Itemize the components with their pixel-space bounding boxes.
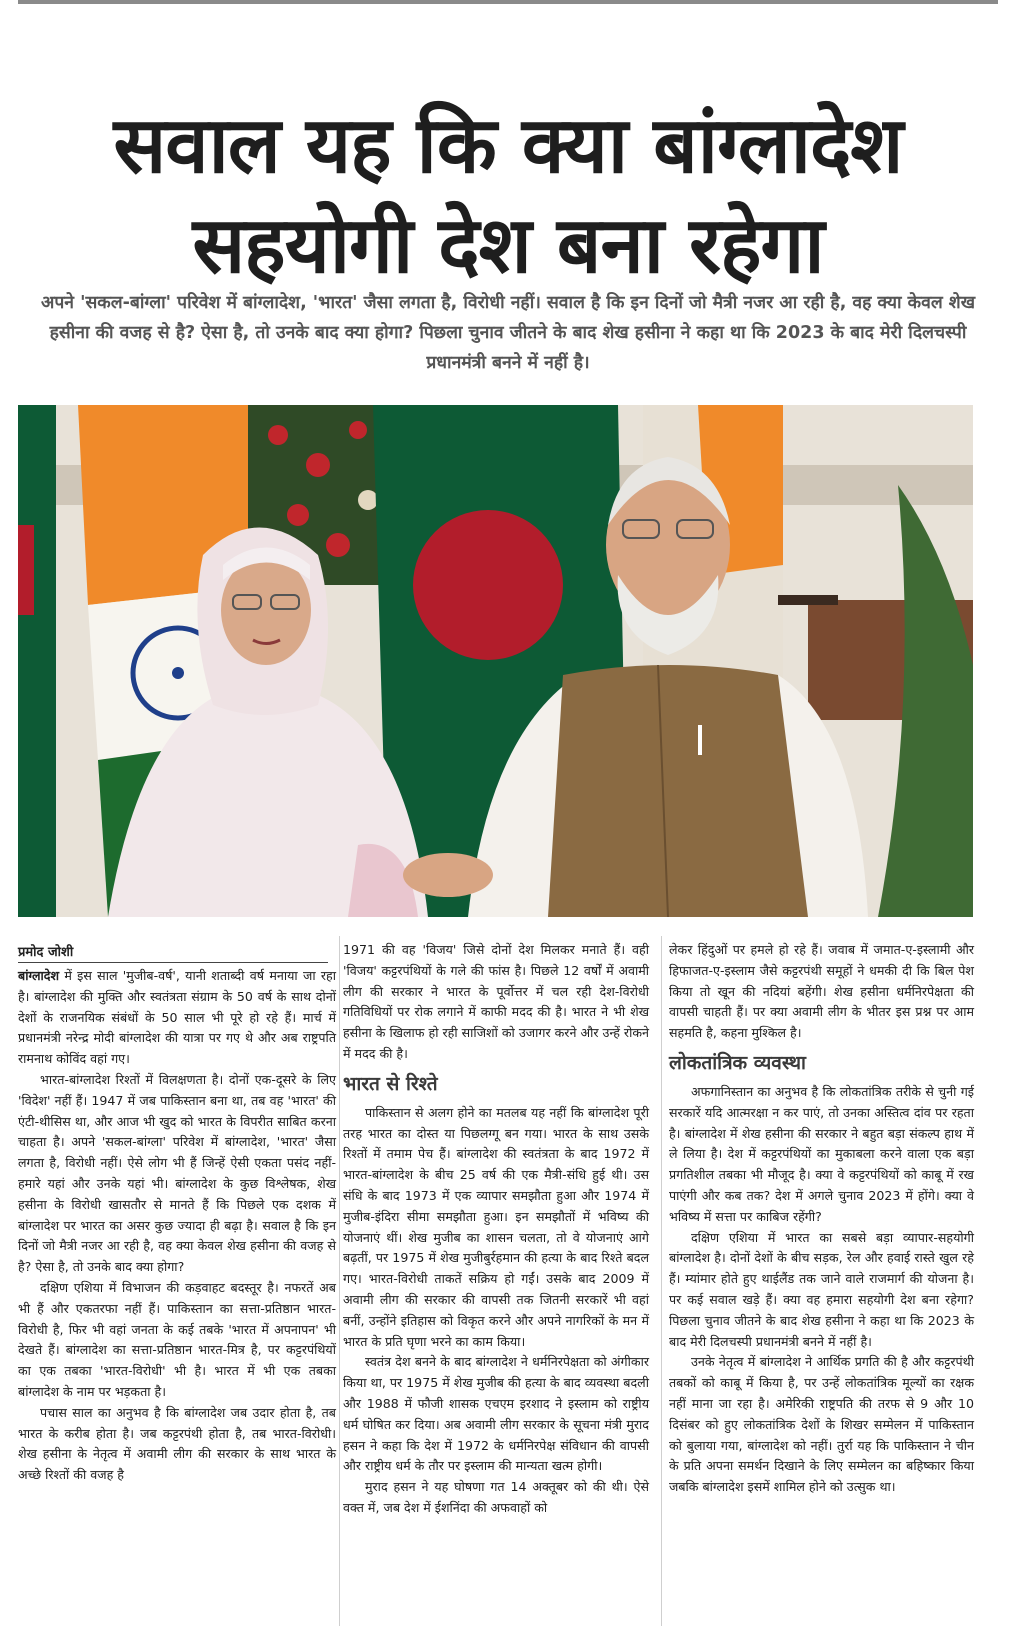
article-column-2 xyxy=(343,940,649,1519)
deck-summary: अपने 'सकल-बांग्ला' परिवेश में बांग्लादेश, 'भारत' जैसा लगता है, विरोधी नहीं। सवाल है कि इन दिनों जो मैत्री नजर आ रही है, वह क्या केवल शेख हसीना की वजह से है? ऐसा है, तो उनके बाद क्या होगा? पिछला चुनाव जीतने के बाद शेख हसीना ने कहा था कि 2023 के बाद मेरी दिलचस्पी प्रधानमंत्री बनने में नहीं है। xyxy=(40,293,976,373)
paragraph: दक्षिण एशिया में भारत का सबसे बड़ा व्यापार-सहयोगी बांग्लादेश है। दोनों देशों के बीच सड़क, रेल और हवाई रास्ते खुल रहे हैं। म्यांमार होते हुए थाईलैंड तक जाने वाले राजमार्ग की योजना है। पर कई सवाल खड़े हैं। क्या वह हमारा सहयोगी देश बना रहेगा? पिछला चुनाव जीतने के बाद शेख हसीना ने कहा था कि 2023 के बाद मेरी दिलचस्पी प्रधानमंत्री बनने में नहीं है। xyxy=(669,1229,974,1349)
news-photo xyxy=(18,405,973,917)
headline-line-1: सवाल यह कि क्या बांग्लादेश xyxy=(113,101,903,192)
paragraph: दक्षिण एशिया में विभाजन की कड़वाहट बदस्तूर है। नफरतें अब भी हैं और एकतरफा नहीं हैं। पाकिस्तान का सत्ता-प्रतिष्ठान भारत-विरोधी है, फिर भी वहां जनता के कई तबके 'भारत में अपनापन' भी देखते हैं। बांग्लादेश का सत्ता-प्रतिष्ठान भारत-मित्र है, पर कट्टरपंथियों का एक तबका 'भारत-विरोधी' भी है। भारत में भी एक तबका बांग्लादेश के नाम पर भड़कता है। xyxy=(18,1279,336,1399)
paragraph: भारत-बांग्लादेश रिश्तों में विलक्षणता है। दोनों एक-दूसरे के लिए 'विदेश' नहीं हैं। 1947 में जब पाकिस्तान बना था, तब वह 'भारत' की एंटी-थीसिस था, और आज भी खुद को भारत के विपरीत साबित करना चाहता है। अपने 'सकल-बांग्ला' परिवेश में बांग्लादेश, 'भारत' जैसा लगता है, विरोधी नहीं। ऐसे लोग भी हैं जिन्हें ऐसी एकता पसंद नहीं- हमारे यहां और उनके यहां भी। बांग्लादेश के कुछ विश्लेषक, शेख हसीना के विरोधी खासतौर से मानते हैं कि पिछले एक दशक में बांग्लादेश पर भारत का असर कुछ ज्यादा ही बढ़ा है। सवाल है कि इन दिनों जो मैत्री नजर आ रही है, वह क्या केवल शेख हसीना की वजह से है? ऐसा है, तो उनके बाद क्या होगा? xyxy=(18,1071,336,1275)
subheading: लोकतांत्रिक व्यवस्था xyxy=(669,1051,806,1074)
handshake xyxy=(403,853,493,897)
leaders-photo-illustration xyxy=(18,405,973,917)
paragraph: 1971 की वह 'विजय' जिसे दोनों देश मिलकर मनाते हैं। वही 'विजय' कट्टरपंथियों के गले की फांस है। पिछले 12 वर्षों में अवामी लीग की सरकार ने भारत के पूर्वोत्तर में चल रही देश-विरोधी गतिविधियों पर रोक लगाने में काफी मदद की है। भारत ने भी शेख हसीना के खिलाफ हो रही साजिशों को उजागर करने और उन्हें रोकने में मदद की है। xyxy=(343,942,649,1061)
top-rule xyxy=(18,0,998,4)
paragraph: पाकिस्तान से अलग होने का मतलब यह नहीं कि बांग्लादेश पूरी तरह भारत का दोस्त या पिछलग्गू बन गया। भारत के साथ उसके रिश्तों में तमाम पेच हैं। बांग्लादेश की स्वतंत्रता के बाद 1972 में भारत-बांग्लादेश के बीच 25 वर्ष की एक मैत्री-संधि हुई थी। उस संधि के बाद 1973 में एक व्यापार समझौता हुआ और 1974 में मुजीब-इंदिरा सीमा समझौता हुआ। इन समझौतों में भविष्य की योजनाएं थीं। शेख मुजीब का शासन चलता, तो वे योजनाएं आगे बढ़तीं, पर 1975 में शेख मुजीबुर्रहमान की हत्या के बाद रिश्ते बदल गए। भारत-विरोधी ताकतें सक्रिय हो गईं। उसके बाद 2009 में अवामी लीग की सरकार की वापसी तक जितनी सरकारें भी वहां बनीं, उन्होंने इतिहास को विकृत करने और अपने नागरिकों के मन में भारत के प्रति घृणा भरने का काम किया। xyxy=(343,1104,649,1349)
dateline: बांग्लादेश xyxy=(18,968,60,983)
paragraph: बांग्लादेश में इस साल 'मुजीब-वर्ष', यानी शताब्दी वर्ष मनाया जा रहा है। बांग्लादेश की मुक्ति और स्वतंत्रता संग्राम के 50 वर्ष के साथ दोनों देशों के राजनयिक संबंधों के 50 साल भी पूरे हो रहे हैं। मार्च में प्रधानमंत्री नरेन्द्र मोदी बांग्लादेश की यात्रा पर गए थे और अब राष्ट्रपति रामनाथ कोविंद वहां गए। xyxy=(18,968,336,1067)
byline: प्रमोद जोशी xyxy=(18,942,328,963)
column-divider xyxy=(661,936,662,1626)
paragraph: पचास साल का अनुभव है कि बांग्लादेश जब उदार होता है, तब भारत के करीब होता है। जब कट्टरपंथी होता है, तब भारत-विरोधी। शेख हसीना के नेतृत्व में अवामी लीग की सरकार के साथ भारत के अच्छे रिश्तों की वजह है xyxy=(18,1404,336,1483)
headline xyxy=(40,96,976,296)
bd-flag-left xyxy=(18,405,56,917)
paragraph: लेकर हिंदुओं पर हमले हो रहे हैं। जवाब में जमात-ए-इस्लामी और हिफाजत-ए-इस्लाम जैसे कट्टरपंथी समूहों ने धमकी दी कि बिल पेश किया तो खून की नदियां बहेंगी। शेख हसीना धर्मनिरपेक्षता की वापसी चाहती हैं। पर क्या अवामी लीग के भीतर इस प्रश्न पर आम सहमति है, कहना मुश्किल है। xyxy=(669,942,974,1041)
article-column-1 xyxy=(18,966,336,1486)
headline-line-2: सहयोगी देश बना रहेगा xyxy=(192,201,824,292)
paragraph: उनके नेतृत्व में बांग्लादेश ने आर्थिक प्रगति की है और कट्टरपंथी तबकों को काबू में किया है, पर उन्हें लोकतांत्रिक मूल्यों का रक्षक नहीं माना जा रहा है। अमेरिकी राष्ट्रपति की तरफ से 9 और 10 दिसंबर को हुए लोकतांत्रिक देशों के शिखर सम्मेलन में पाकिस्तान को बुलाया गया, बांग्लादेश को नहीं। तुर्रा यह कि पाकिस्तान ने चीन के प्रति अपना समर्थन दिखाने के लिए सम्मेलन का बहिष्कार किया जबकि बांग्लादेश इसमें शामिल होने को उत्सुक था। xyxy=(669,1354,974,1495)
paragraph: अफगानिस्तान का अनुभव है कि लोकतांत्रिक तरीके से चुनी गई सरकारें यदि आत्मरक्षा न कर पाएं, तो उनका अस्तित्व दांव पर रहता है। बांग्लादेश में शेख हसीना की सरकार ने बहुत बड़ा संकल्प हाथ में ले लिया है। देश में कट्टरपंथियों का मुकाबला करने वाला एक बड़ा प्रगतिशील तबका भी मौजूद है। क्या वे कट्टरपंथियों को काबू में रख पाएंगी और कब तक? देश में अगले चुनाव 2023 में होंगे। क्या वे भविष्य में सत्ता पर काबिज रहेंगी? xyxy=(669,1083,974,1224)
article-column-3 xyxy=(669,940,974,1498)
subheading: भारत से रिश्ते xyxy=(343,1072,438,1095)
column-divider xyxy=(339,936,340,1626)
paragraph: मुराद हसन ने यह घोषणा गत 14 अक्तूबर को की थी। ऐसे वक्त में, जब देश में ईशनिंदा की अफवाहों को xyxy=(343,1479,649,1515)
paragraph: स्वतंत्र देश बनने के बाद बांग्लादेश ने धर्मनिरपेक्षता को अंगीकार किया था, पर 1975 में शेख मुजीब की हत्या के बाद व्यवस्था बदली और 1988 में फौजी शासक एचएम इरशाद ने इस्लाम को राष्ट्रीय धर्म घोषित कर दिया। अब अवामी लीग सरकार के सूचना मंत्री मुराद हसन ने कहा कि देश में 1972 के धर्मनिरपेक्ष संविधान की वापसी और राष्ट्रीय धर्म के तौर पर इस्लाम की मान्यता खत्म होगी। xyxy=(343,1354,649,1474)
